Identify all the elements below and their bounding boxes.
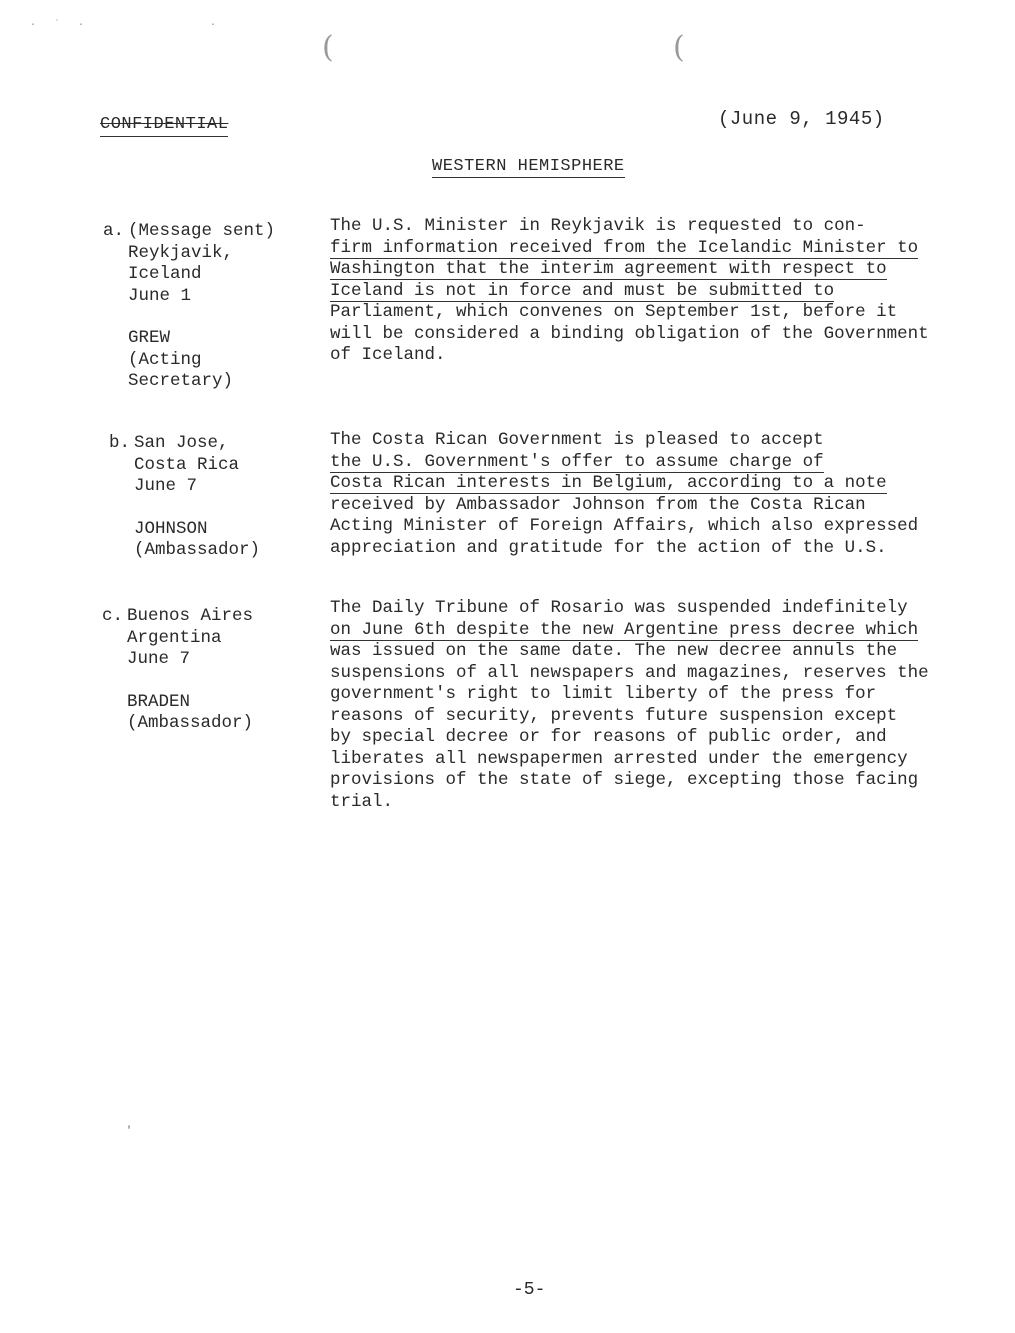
entry-origin-line: San Jose, (134, 433, 229, 453)
body-line: Washington that the interim agreement with respect to (330, 259, 887, 279)
body-line: Parliament, which convenes on September 1st, before it (330, 302, 898, 322)
body-line: received by Ambassador Johnson from the Costa Rican (330, 494, 866, 515)
entry-c-meta (102, 606, 254, 735)
entry-b-meta (109, 433, 261, 562)
body-line: by special decree or for reasons of public order, and (330, 727, 887, 747)
paper-mark: ' (126, 1126, 133, 1137)
entry-sender-line: (Ambassador) (134, 540, 261, 560)
paper-specks: · ˙ · · (30, 20, 223, 31)
body-line: appreciation and gratitude for the action of the U.S. (330, 537, 887, 558)
body-line: The Daily Tribune of Rosario was suspended indefinitely (330, 598, 908, 618)
body-line: Costa Rican interests in Belgium, according to a note (330, 473, 887, 493)
entry-origin-line: Argentina (127, 627, 222, 648)
entry-sender-line: GREW (128, 328, 171, 348)
body-line: provisions of the state of siege, excepting those facing (330, 770, 919, 790)
body-line: reasons of security, prevents future suspension except (330, 705, 898, 726)
entry-a-meta (103, 221, 276, 393)
entry-letter: a. (103, 221, 125, 241)
binder-mark-right: ( (673, 30, 685, 65)
section-title: WESTERN HEMISPHERE (432, 157, 625, 176)
body-line: Iceland is not in force and must be submitted to (330, 280, 835, 301)
body-line: The U.S. Minister in Reykjavik is requested to con- (330, 216, 866, 236)
page-number: -5- (513, 1280, 546, 1300)
entry-origin-line: June 7 (127, 649, 191, 669)
body-line: government's right to limit liberty of the press for (330, 684, 877, 704)
entry-sender-line: (Acting (128, 349, 202, 370)
classification-label: CONFIDENTIAL (100, 115, 228, 137)
entry-origin-line: Costa Rica (134, 454, 240, 475)
entry-a-body (330, 216, 929, 367)
body-line: liberates all newspapermen arrested under the emergency (330, 748, 908, 769)
entry-c-body (330, 598, 929, 813)
body-line: The Costa Rican Government is pleased to accept (330, 430, 824, 450)
body-line: suspensions of all newspapers and magazines, reserves the (330, 662, 929, 683)
entry-sender-line: BRADEN (127, 691, 191, 712)
body-line: trial. (330, 791, 394, 812)
body-line: the U.S. Government's offer to assume charge of (330, 451, 824, 472)
entry-b-body (330, 430, 918, 559)
body-line: on June 6th despite the new Argentine press decree which (330, 619, 919, 640)
entry-origin-line: Buenos Aires (127, 606, 254, 626)
body-line: of Iceland. (330, 345, 446, 365)
entry-origin-line: June 1 (128, 285, 192, 306)
entry-origin-line: June 7 (134, 476, 198, 496)
entry-sender-line: (Ambassador) (127, 713, 254, 733)
body-line: was issued on the same date. The new decree annuls the (330, 641, 898, 661)
entry-origin-line: Reykjavik, (128, 242, 234, 263)
body-line: Acting Minister of Foreign Affairs, which also expressed (330, 516, 919, 536)
body-line: will be considered a binding obligation of the Government (330, 323, 929, 344)
entry-letter: c. (102, 606, 124, 626)
entry-letter: b. (109, 433, 131, 453)
entry-origin-line: Iceland (128, 264, 202, 284)
entry-sender-line: JOHNSON (134, 518, 208, 539)
body-line: firm information received from the Icelandic Minister to (330, 237, 919, 258)
document-date: (June 9, 1945) (718, 108, 885, 130)
entry-sender-line: Secretary) (128, 371, 234, 391)
entry-origin-line: (Message sent) (128, 221, 276, 241)
binder-mark-left: ( (322, 30, 334, 65)
